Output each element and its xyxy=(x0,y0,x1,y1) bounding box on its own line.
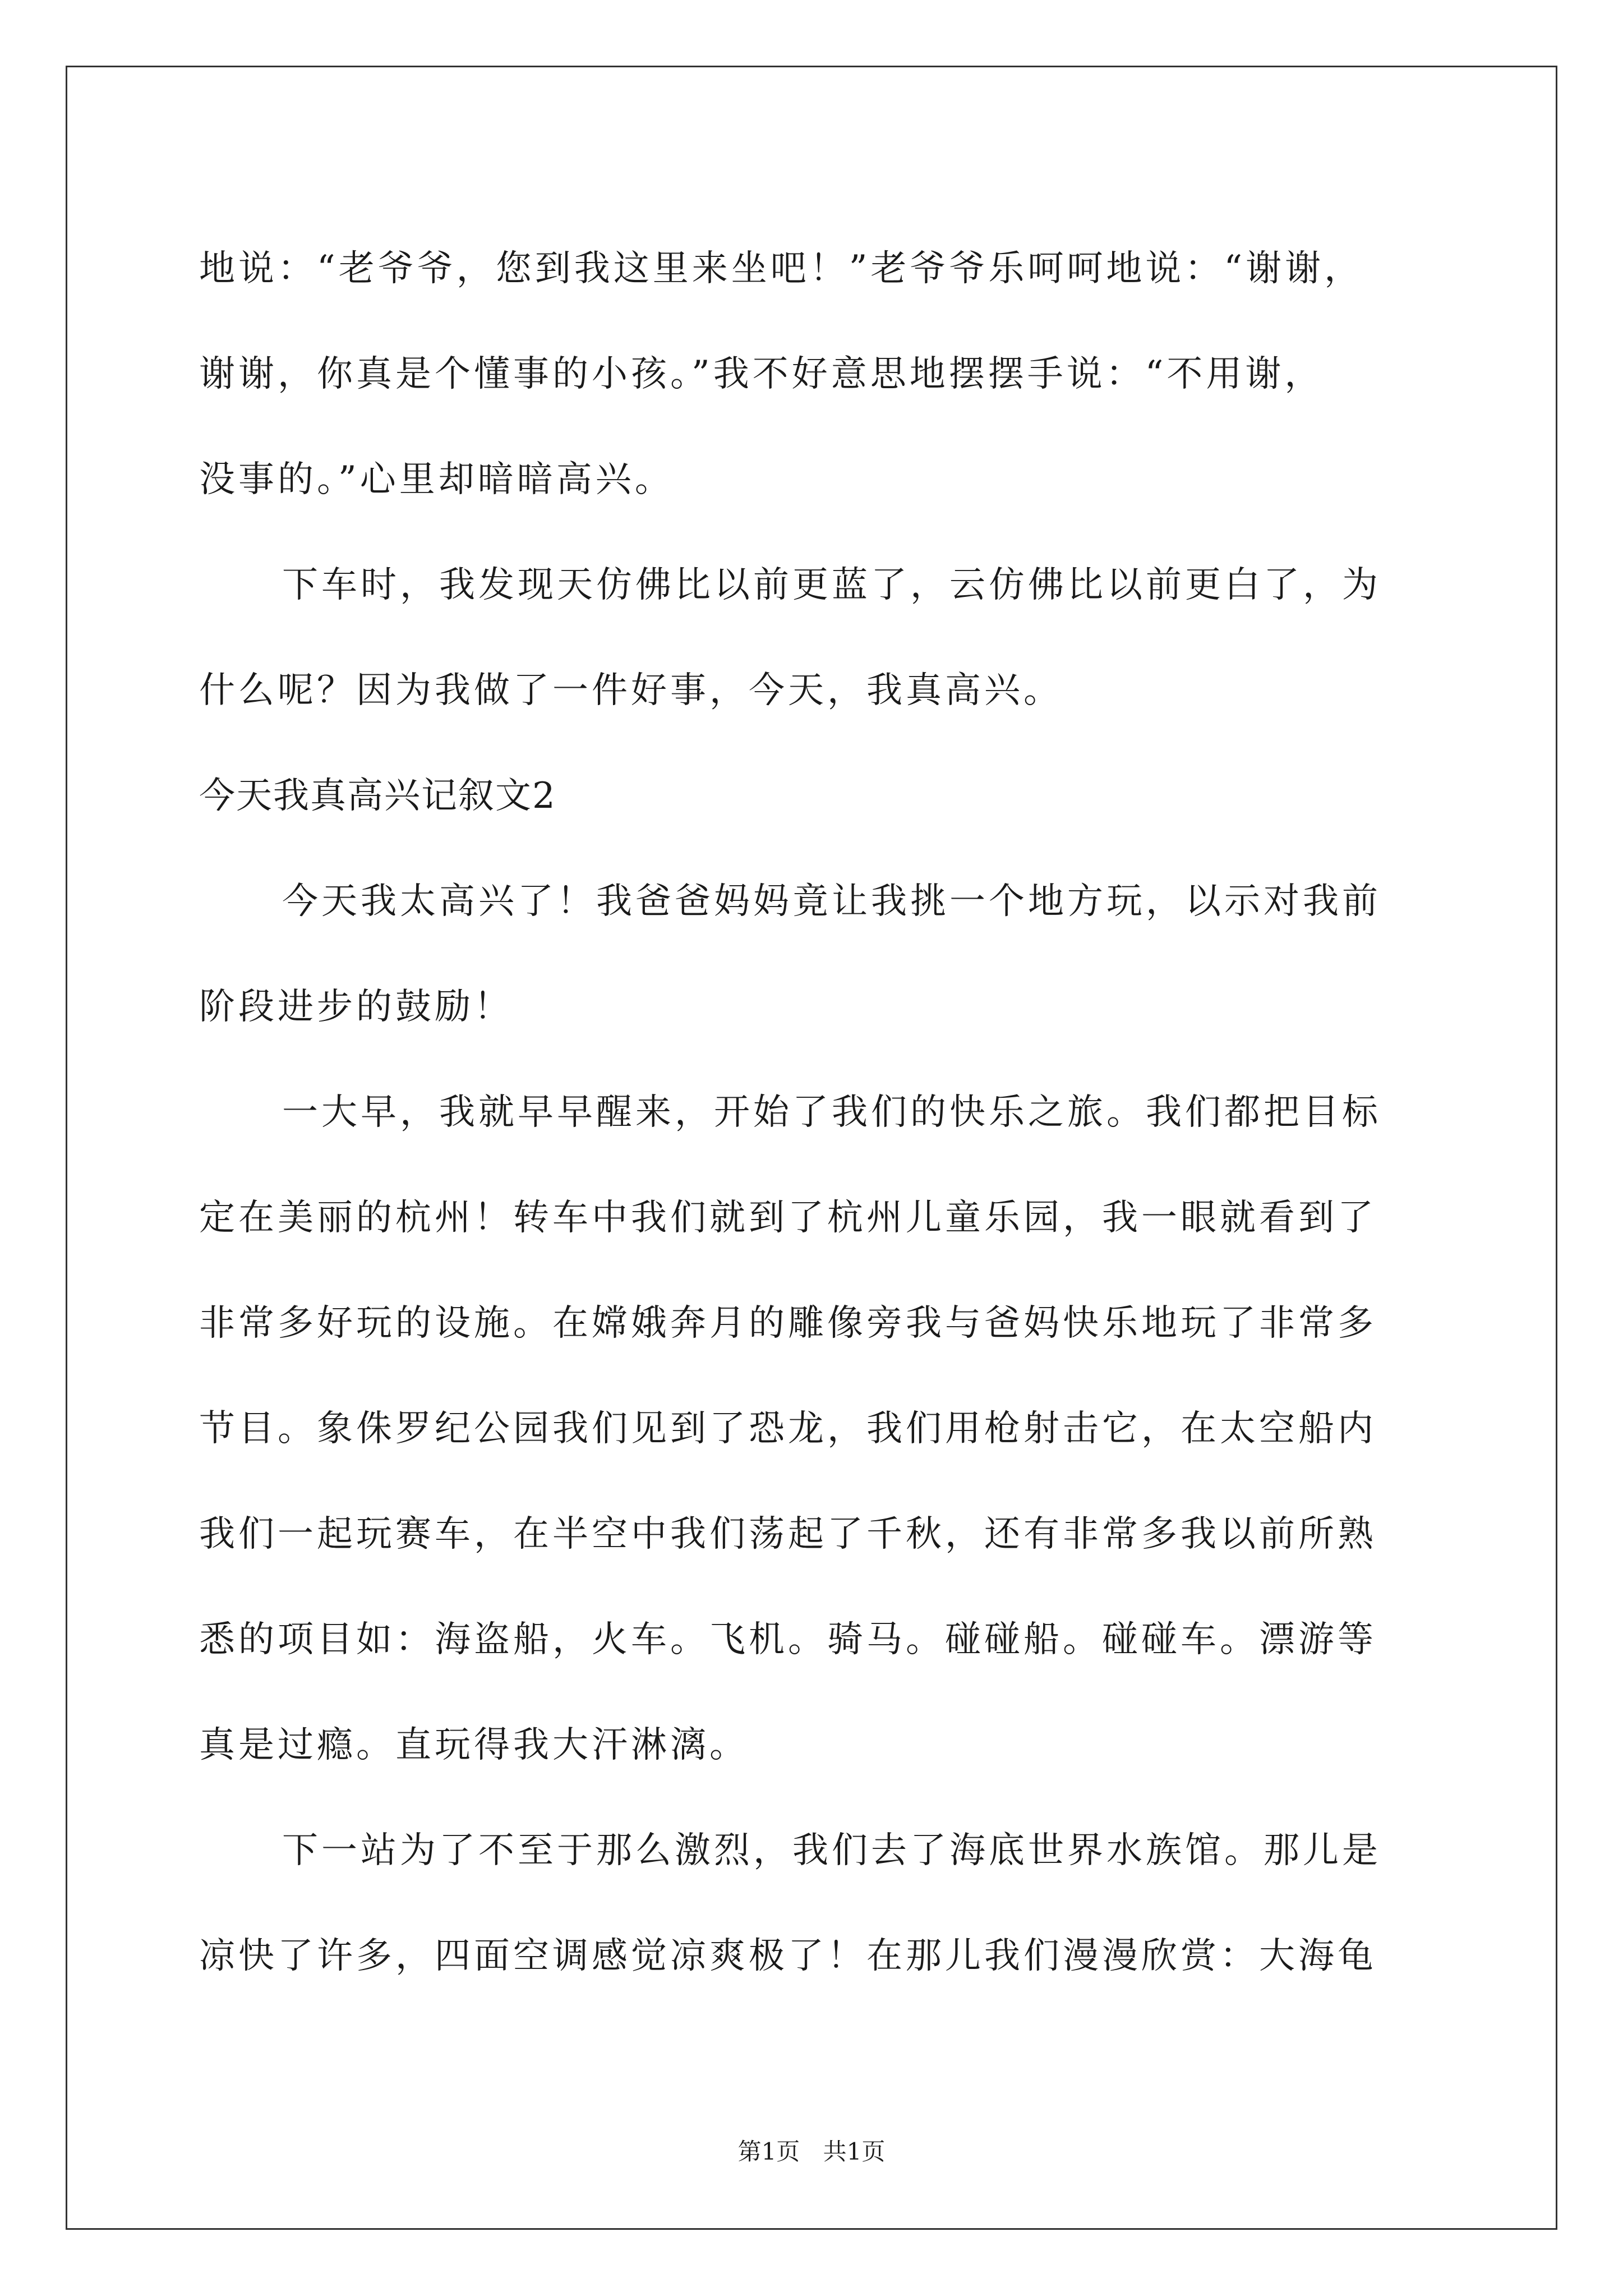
text-line: 谢谢，你真是个懂事的小孩。”我不好意思地摆摆手说：“不用谢， xyxy=(199,353,1324,395)
section-heading: 今天我真高兴记叙文2 xyxy=(199,775,556,817)
text-line: 节目。象侏罗纪公园我们见到了恐龙，我们用枪射击它，在太空船内 xyxy=(199,1408,1377,1450)
text-line: 没事的。”心里却暗暗高兴。 xyxy=(199,459,674,500)
paragraph-start-line: 一大早，我就早早醒来，开始了我们的快乐之旅。我们都把目标 xyxy=(282,1092,1381,1133)
text-line: 我们一起玩赛车，在半空中我们荡起了千秋，还有非常多我以前所熟 xyxy=(199,1513,1377,1555)
text-line: 定在美丽的杭州！转车中我们就到了杭州儿童乐园，我一眼就看到了 xyxy=(199,1197,1377,1239)
text-line: 凉快了许多，四面空调感觉凉爽极了！在那儿我们漫漫欣赏：大海龟 xyxy=(199,1935,1377,1977)
text-line: 地说：“老爷爷，您到我这里来坐吧！”老爷爷乐呵呵地说：“谢谢， xyxy=(199,248,1364,289)
text-line: 非常多好玩的设施。在嫦娥奔月的雕像旁我与爸妈快乐地玩了非常多 xyxy=(199,1303,1377,1344)
text-line: 阶段进步的鼓励！ xyxy=(199,986,513,1028)
page-number: 第1页 xyxy=(737,2138,800,2165)
page-footer xyxy=(0,2135,1623,2169)
paragraph-start-line: 今天我太高兴了！我爸爸妈妈竟让我挑一个地方玩，以示对我前 xyxy=(282,881,1381,922)
text-line: 什么呢？因为我做了一件好事，今天，我真高兴。 xyxy=(199,670,1063,711)
text-line: 悉的项目如：海盗船，火车。飞机。骑马。碰碰船。碰碰车。漂游等 xyxy=(199,1619,1377,1660)
text-line: 真是过瘾。直玩得我大汗淋漓。 xyxy=(199,1724,749,1766)
paragraph-start-line: 下一站为了不至于那么激烈，我们去了海底世界水族馆。那儿是 xyxy=(282,1830,1381,1871)
page-total: 共1页 xyxy=(823,2138,886,2165)
paragraph-start-line: 下车时，我发现天仿佛比以前更蓝了，云仿佛比以前更白了，为 xyxy=(282,564,1381,606)
document-body xyxy=(199,216,1433,2009)
